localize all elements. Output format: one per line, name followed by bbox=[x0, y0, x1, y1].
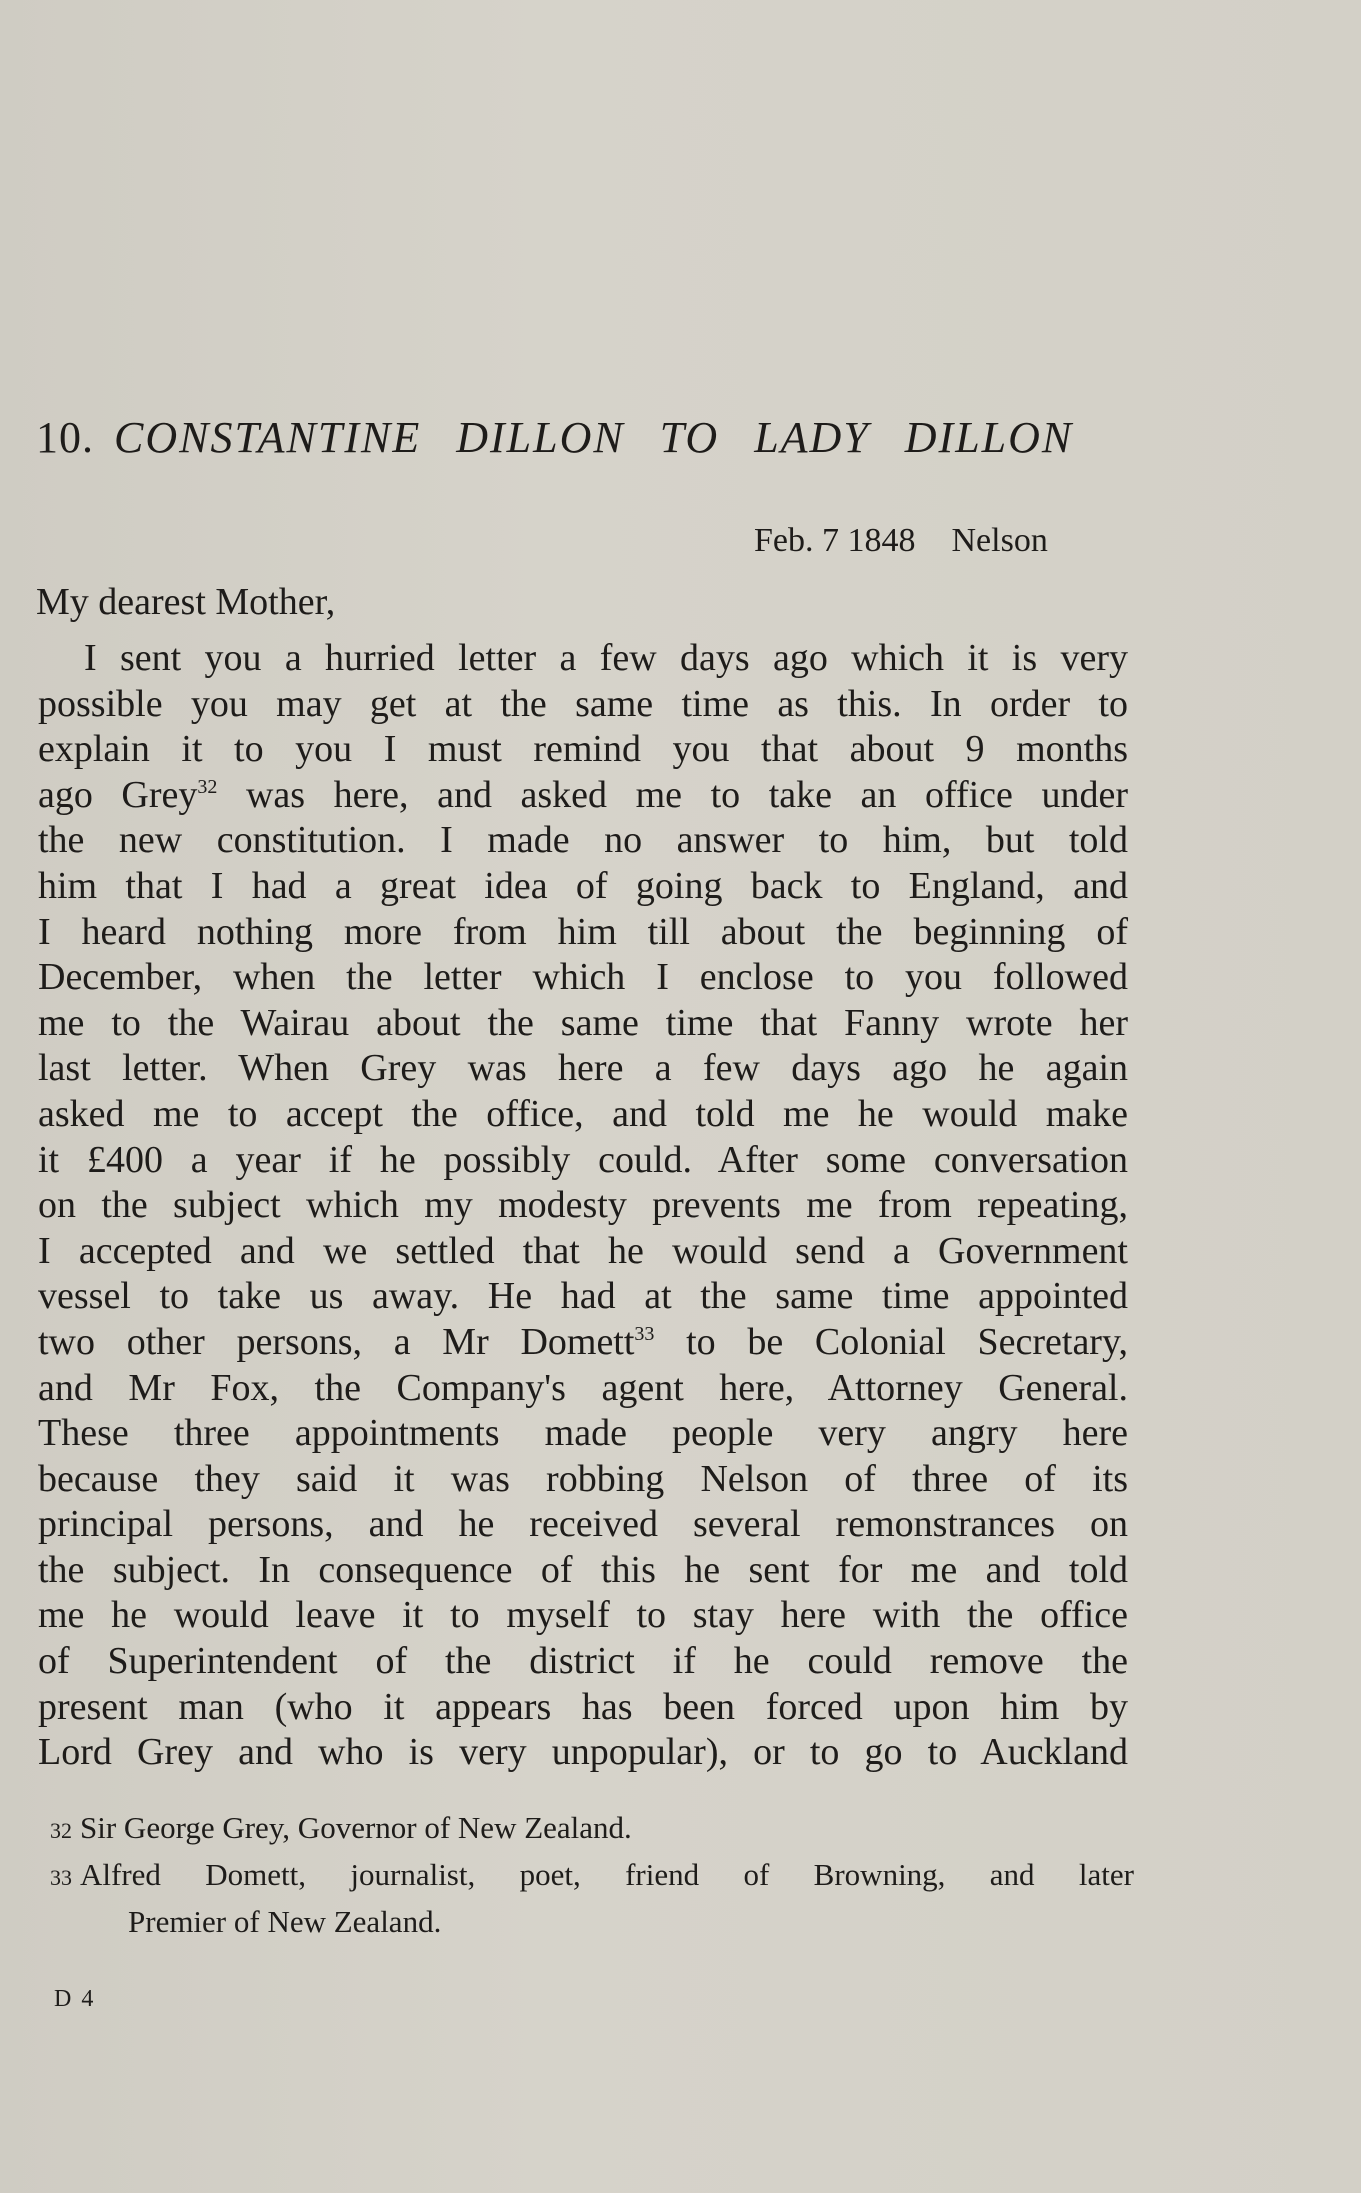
body-line: because they said it was robbing Nelson of three of its bbox=[38, 1457, 1128, 1500]
footnote-text: Sir George Grey, Governor of New Zealand. bbox=[80, 1810, 632, 1845]
body-line-part: was here, and asked me to take an office under bbox=[217, 773, 1128, 816]
letter-date: Feb. 7 1848 bbox=[754, 522, 916, 559]
letter-place: Nelson bbox=[951, 522, 1048, 559]
body-line: explain it to you I must remind you that about 9 months bbox=[38, 728, 1128, 771]
letter-title: CONSTANTINE DILLON TO LADY DILLON bbox=[114, 413, 1074, 462]
body-line: These three appointments made people very angry here bbox=[38, 1412, 1128, 1455]
footnote-32 bbox=[50, 1806, 1134, 1853]
body-line: I accepted and we settled that he would send a Government bbox=[38, 1229, 1128, 1272]
salutation: My dearest Mother, bbox=[36, 581, 336, 623]
body-line: the new constitution. I made no answer to him, but told bbox=[38, 819, 1128, 862]
body-line: possible you may get at the same time as this. In order to bbox=[38, 682, 1128, 725]
footnote-mark: 33 bbox=[50, 1865, 72, 1890]
body-line: on the subject which my modesty prevents me from repeating, bbox=[38, 1184, 1128, 1227]
body-line: Lord Grey and who is very unpopular), or to go to Auckland bbox=[38, 1731, 1128, 1774]
footnote-ref-32: 32 bbox=[197, 775, 218, 798]
footnote-ref-33: 33 bbox=[634, 1322, 655, 1345]
footnotes bbox=[50, 1806, 1134, 1944]
body-line: December, when the letter which I enclose to you followed bbox=[38, 956, 1128, 999]
body-line-part: ago Grey bbox=[38, 773, 198, 816]
body-line bbox=[38, 773, 1128, 819]
body-line: the subject. In consequence of this he sent for me and told bbox=[38, 1548, 1128, 1591]
signature-mark: D 4 bbox=[54, 1986, 96, 2012]
body-line-part: two other persons, a Mr Domett bbox=[38, 1320, 635, 1363]
body-line: it £400 a year if he possibly could. After some conversation bbox=[38, 1138, 1128, 1181]
body-line: and Mr Fox, the Company's agent here, Attorney General. bbox=[38, 1366, 1128, 1409]
body-line-part: to be Colonial Secretary, bbox=[654, 1320, 1128, 1363]
letter-body bbox=[38, 636, 1128, 1776]
body-line: asked me to accept the office, and told me he would make bbox=[38, 1092, 1128, 1135]
footnote-33-continuation: Premier of New Zealand. bbox=[128, 1904, 442, 1939]
letter-heading bbox=[36, 412, 1126, 463]
body-line: vessel to take us away. He had at the same time appointed bbox=[38, 1275, 1128, 1318]
body-line: principal persons, and he received several remonstrances on bbox=[38, 1503, 1128, 1546]
footnote-mark: 32 bbox=[50, 1818, 72, 1843]
body-line: I sent you a hurried letter a few days ago which it is very bbox=[84, 637, 1128, 679]
body-line bbox=[38, 1320, 1128, 1366]
letter-number: 10. bbox=[36, 413, 94, 462]
body-line: present man (who it appears has been forced upon him by bbox=[38, 1685, 1128, 1728]
body-line: me he would leave it to myself to stay here with the office bbox=[38, 1594, 1128, 1637]
body-line: I heard nothing more from him till about the beginning of bbox=[38, 910, 1128, 953]
body-line: him that I had a great idea of going back to England, and bbox=[38, 864, 1128, 907]
footnote-text: Alfred Domett, journalist, poet, friend of Browning, and later bbox=[80, 1857, 1134, 1892]
footnote-33 bbox=[50, 1853, 1134, 1900]
dateline bbox=[754, 522, 1048, 560]
body-line: of Superintendent of the district if he could remove the bbox=[38, 1640, 1128, 1683]
body-line: last letter. When Grey was here a few days ago he again bbox=[38, 1047, 1128, 1090]
body-line: me to the Wairau about the same time that Fanny wrote her bbox=[38, 1001, 1128, 1044]
